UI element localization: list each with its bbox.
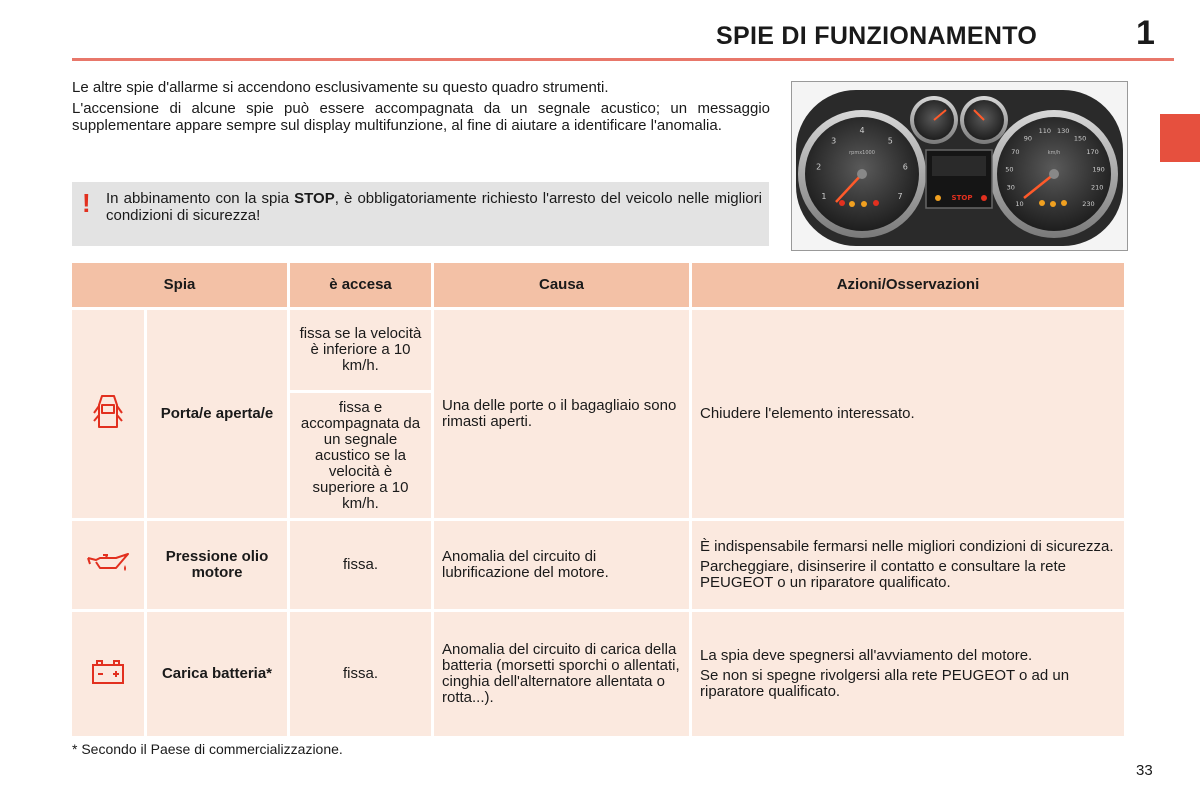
tachometer-numeral: 6 bbox=[902, 162, 908, 172]
dash-warning-light bbox=[839, 200, 845, 206]
footnote: * Secondo il Paese di commercializzazione. bbox=[72, 741, 343, 757]
table-row bbox=[72, 310, 1124, 390]
action-door-1: Chiudere l'elemento interessato. bbox=[700, 405, 915, 422]
action-oil-2: Parcheggiare, disinserire il contatto e consultare la rete PEUGEOT o un riparatore qualificato. bbox=[700, 558, 1067, 591]
intro-paragraph-2: L'accensione di alcune spie può essere accompagnata da un segnale acustico; un messaggio supplementare appare sempre sul display multifunzione, al fine di aiutare a identificare l'anomalia. bbox=[72, 100, 770, 134]
speedometer-numeral: 230 bbox=[1082, 199, 1095, 208]
warning-text-end: , è obbligatoriamente richiesto l'arresto del veicolo nelle migliori condizioni di sicurezza! bbox=[106, 190, 762, 224]
tachometer-numeral: 3 bbox=[831, 136, 837, 146]
warning-text-start: In abbinamento con la spia bbox=[106, 190, 295, 207]
table-row bbox=[72, 612, 1124, 736]
tachometer-numeral: 4 bbox=[859, 126, 865, 135]
speedometer-numeral: 150 bbox=[1073, 134, 1087, 143]
speedometer-numeral: 210 bbox=[1090, 183, 1104, 192]
warning-lights-table bbox=[69, 260, 1127, 739]
when-door-low-speed: fissa se la velocità è inferiore a 10 km/h. bbox=[290, 310, 431, 390]
speedometer-numeral: 190 bbox=[1092, 165, 1105, 174]
instrument-cluster-illustration bbox=[792, 82, 1127, 250]
warning-text bbox=[106, 190, 762, 224]
page-number: 33 bbox=[1136, 762, 1153, 779]
tachometer-numeral: 2 bbox=[816, 162, 822, 172]
page-title: SPIE DI FUNZIONAMENTO bbox=[716, 22, 1038, 50]
speedometer-numeral: 10 bbox=[1015, 199, 1024, 208]
dash-warning-light bbox=[935, 195, 941, 201]
speedometer-numeral: 110 bbox=[1038, 127, 1052, 135]
speedometer-numeral: 30 bbox=[1006, 183, 1015, 192]
icon-cell bbox=[72, 521, 144, 609]
action-door bbox=[692, 310, 1124, 518]
when-door-high-speed: fissa e accompagnata da un segnale acustico se la velocità è superiore a 10 km/h. bbox=[290, 393, 431, 518]
dash-warning-light bbox=[981, 195, 987, 201]
speedometer-numeral: 170 bbox=[1086, 147, 1099, 156]
tachometer-numeral: 5 bbox=[887, 136, 893, 146]
cause-battery: Anomalia del circuito di carica della batteria (morsetti sporchi o allentati, cinghia dell'alternatore allentata o rotta...). bbox=[434, 612, 689, 736]
speedometer-numeral: 70 bbox=[1011, 147, 1020, 156]
cause-oil: Anomalia del circuito di lubrificazione del motore. bbox=[434, 521, 689, 609]
battery-icon bbox=[90, 658, 126, 686]
when-battery: fissa. bbox=[290, 612, 431, 736]
tachometer-numeral: 1 bbox=[821, 192, 827, 201]
tachometer-numeral: 7 bbox=[897, 192, 903, 201]
dash-warning-light bbox=[849, 201, 855, 207]
cause-door: Una delle porte o il bagagliaio sono rimasti aperti. bbox=[434, 310, 689, 518]
dash-warning-light bbox=[1050, 201, 1056, 207]
table-row bbox=[72, 521, 1124, 609]
table-header-row bbox=[72, 263, 1124, 307]
dash-warning-light bbox=[873, 200, 879, 206]
dash-warning-light bbox=[861, 201, 867, 207]
icon-cell bbox=[72, 612, 144, 736]
dash-warning-light bbox=[1039, 200, 1045, 206]
action-oil-1: È indispensabile fermarsi nelle migliori condizioni di sicurezza. bbox=[700, 538, 1114, 555]
oil-can-icon bbox=[86, 550, 130, 576]
action-battery-1: La spia deve spegnersi all'avviamento del motore. bbox=[700, 647, 1033, 664]
light-name-oil: Pressione olio motore bbox=[147, 521, 287, 609]
column-header-azioni: Azioni/Osservazioni bbox=[692, 263, 1124, 307]
open-door-icon bbox=[93, 393, 123, 431]
stop-warning-light: STOP bbox=[951, 194, 973, 202]
speedometer-numeral: 90 bbox=[1023, 134, 1033, 143]
light-name-door: Porta/e aperta/e bbox=[147, 310, 287, 518]
instrument-cluster-image bbox=[791, 81, 1128, 251]
when-oil: fissa. bbox=[290, 521, 431, 609]
light-name-battery: Carica batteria* bbox=[147, 612, 287, 736]
tachometer-unit: rpmx1000 bbox=[849, 150, 875, 156]
action-battery bbox=[692, 612, 1124, 736]
column-header-accesa: è accesa bbox=[290, 263, 431, 307]
intro-text bbox=[72, 79, 770, 138]
header-divider bbox=[72, 58, 1174, 61]
action-oil bbox=[692, 521, 1124, 609]
chapter-number: 1 bbox=[1136, 14, 1155, 52]
speedometer-unit: km/h bbox=[1047, 150, 1061, 156]
warning-exclamation-icon: ! bbox=[82, 188, 91, 218]
column-header-causa: Causa bbox=[434, 263, 689, 307]
intro-paragraph-1: Le altre spie d'allarme si accendono esclusivamente su questo quadro strumenti. bbox=[72, 79, 609, 96]
icon-cell bbox=[72, 310, 144, 518]
dash-warning-light bbox=[1061, 200, 1067, 206]
speedometer-numeral: 50 bbox=[1005, 165, 1014, 174]
chapter-tab-marker bbox=[1160, 114, 1200, 162]
warning-stop-keyword: STOP bbox=[294, 190, 335, 207]
speedometer-numeral: 130 bbox=[1056, 127, 1070, 135]
column-header-spia: Spia bbox=[72, 263, 287, 307]
action-battery-2: Se non si spegne rivolgersi alla rete PEUGEOT o ad un riparatore qualificato. bbox=[700, 667, 1070, 700]
